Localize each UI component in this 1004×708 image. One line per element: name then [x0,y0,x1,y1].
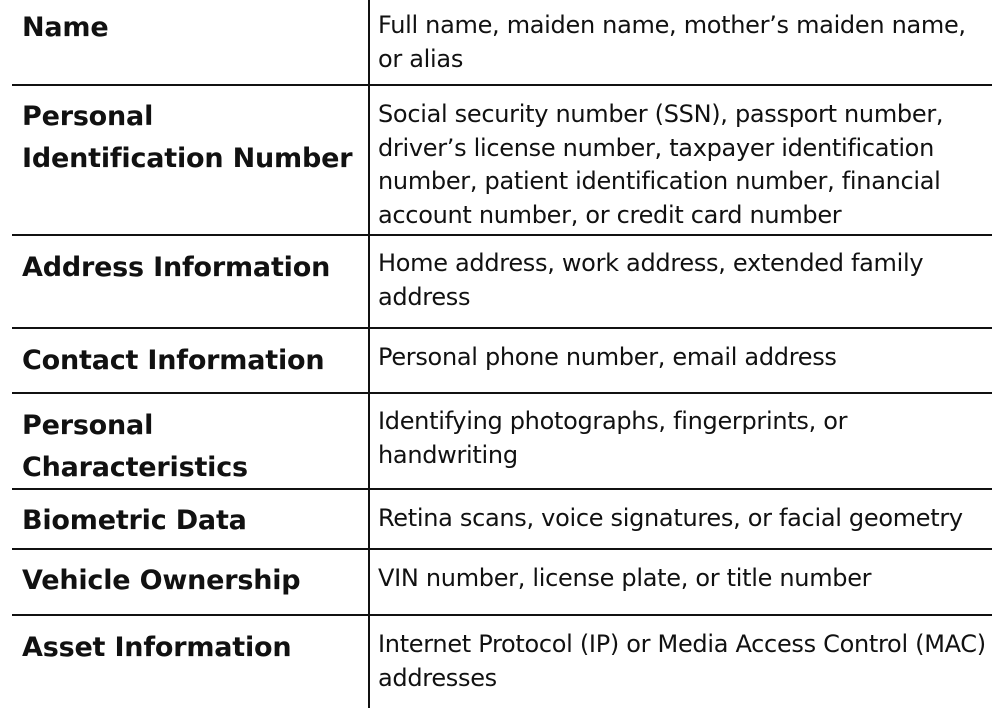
row-label-biometric-data: Biometric Data [22,505,247,536]
row-divider [12,234,992,236]
row-label-personal-characteristics: Personal Characteristics [22,410,248,483]
row-label-asset-information: Asset Information [22,632,292,663]
row-label-name: Name [22,12,109,43]
row-description-asset-information: Internet Protocol (IP) or Media Access Control (MAC) addresses [378,630,986,692]
row-description-name: Full name, maiden name, mother’s maiden name, or alias [378,11,966,73]
row-label-contact-information: Contact Information [22,345,325,376]
row-description-contact-information: Personal phone number, email address [378,343,837,371]
row-label-vehicle-ownership: Vehicle Ownership [22,565,301,596]
column-divider [368,0,370,708]
row-divider [12,548,992,550]
row-description-biometric-data: Retina scans, voice signatures, or facial geometry [378,504,963,532]
row-divider [12,392,992,394]
pii-table [12,0,992,708]
row-description-personal-identification-number: Social security number (SSN), passport number, driver’s license number, taxpayer identification number, patient identification number, financial account number, or credit card number [378,100,944,229]
row-divider [12,614,992,616]
row-label-address-information: Address Information [22,252,331,283]
row-description-address-information: Home address, work address, extended family address [378,249,924,311]
row-divider [12,488,992,490]
row-divider [12,84,992,86]
row-description-vehicle-ownership: VIN number, license plate, or title number [378,564,872,592]
row-description-personal-characteristics: Identifying photographs, fingerprints, or handwriting [378,407,848,469]
row-divider [12,327,992,329]
row-label-personal-identification-number: Personal Identification Number [22,101,353,174]
